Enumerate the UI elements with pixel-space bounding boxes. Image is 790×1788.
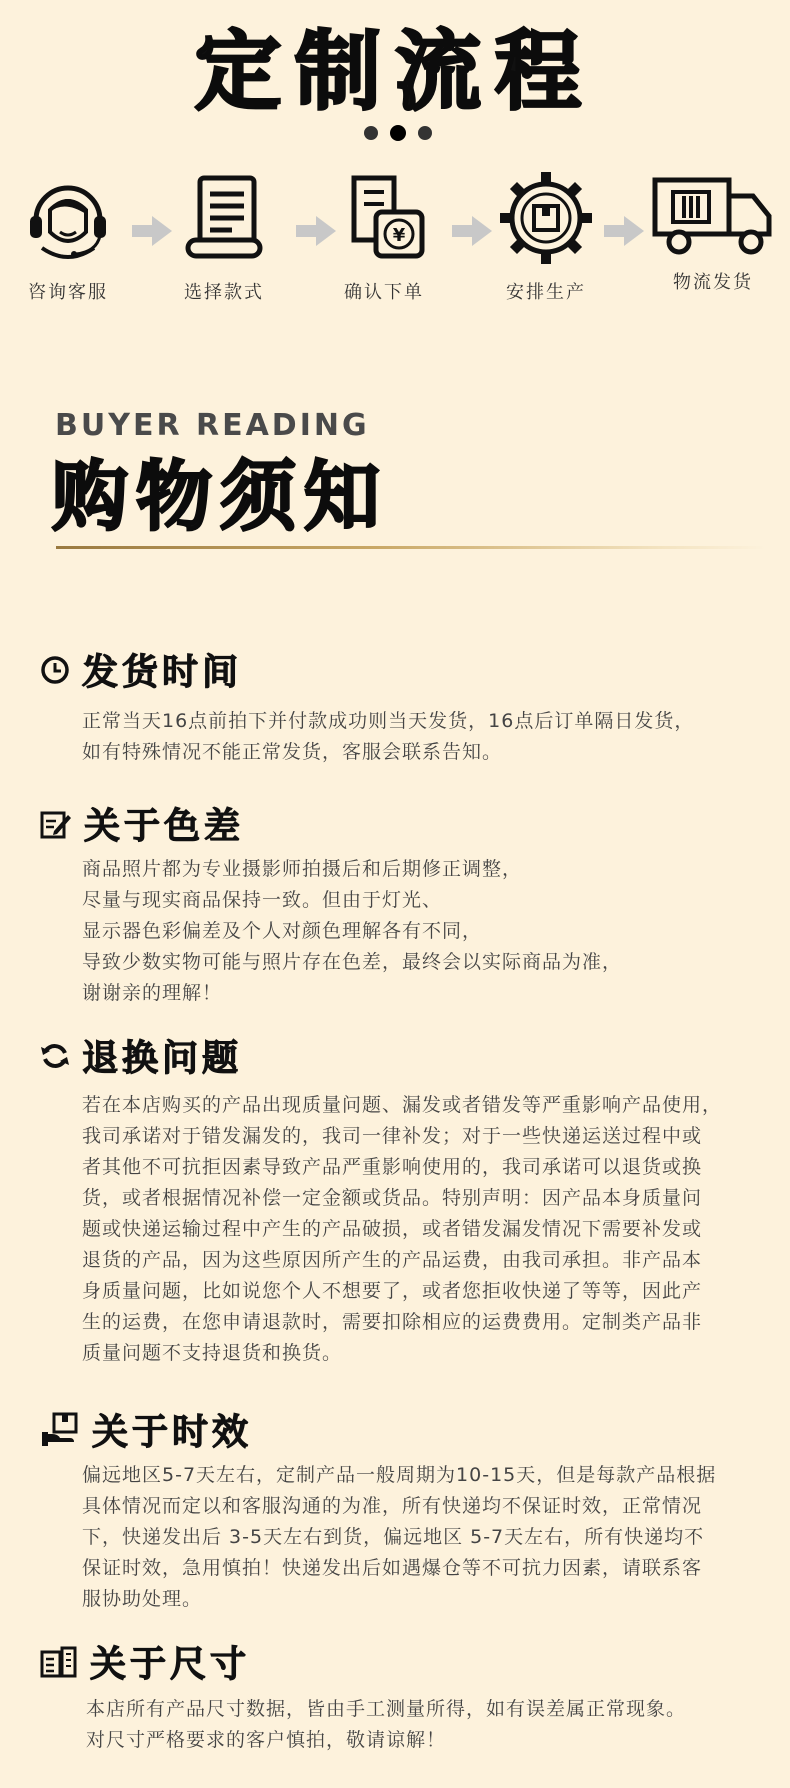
text-line: 退货的产品，因为这些原因所产生的产品运费，由我司承担。非产品本 <box>82 1249 703 1271</box>
pagination-dots <box>364 126 432 141</box>
text-line: 服协助处理。 <box>82 1588 203 1610</box>
delivery-hand-box-icon <box>40 1412 80 1448</box>
text-line: 我司承诺对于错发漏发的，我司一律补发；对于一些快递运送过程中或 <box>82 1125 703 1147</box>
step-label: 咨询客服 <box>28 282 108 303</box>
section-body <box>82 854 774 1009</box>
text-line: 身质量问题，比如说您个人不想要了，或者您拒收快递了等等，因此产 <box>82 1280 703 1302</box>
text-line: 生的运费，在您申请退款时，需要扣除相应的运费费用。定制类产品非 <box>82 1311 703 1333</box>
text-line: 若在本店购买的产品出现质量问题、漏发或者错发等严重影响产品使用， <box>82 1094 723 1116</box>
page-title: 定制流程 <box>195 22 595 122</box>
text-line: 正常当天16点前拍下并付款成功则当天发货，16点后订单隔日发货， <box>82 710 695 732</box>
section-title: 关于色差 <box>84 806 245 847</box>
step-consult <box>8 170 128 304</box>
delivery-truck-icon <box>651 170 775 266</box>
svg-text:¥: ¥ <box>392 225 406 246</box>
process-steps <box>0 170 790 310</box>
text-line: 显示器色彩偏差及个人对颜色理解各有不同， <box>82 920 483 942</box>
text-line: 偏远地区5-7天左右，定制产品一般周期为10-15天，但是每款产品根据 <box>82 1464 717 1486</box>
gear-box-icon <box>498 170 594 266</box>
step-label: 确认下单 <box>344 282 424 303</box>
section-title: 关于时效 <box>92 1412 253 1453</box>
text-line: 具体情况而定以和客服沟通的为准，所有快递均不保证时效，正常情况 <box>82 1495 703 1517</box>
text-line: 商品照片都为专业摄影师拍摄后和后期修正调整， <box>82 858 523 880</box>
section-body <box>82 706 774 768</box>
section-header <box>40 644 242 695</box>
section-header <box>40 1404 252 1455</box>
section-header <box>40 1636 250 1687</box>
text-line: 质量问题不支持退货和换货。 <box>82 1342 343 1364</box>
order-yen-document-icon <box>336 170 432 266</box>
section-title: 关于尺寸 <box>90 1644 251 1685</box>
text-line: 尽量与现实商品保持一致。但由于灯光、 <box>82 889 443 911</box>
refresh-cycle-icon <box>40 1041 70 1071</box>
text-line: 者其他不可抗拒因素导致产品严重影响使用的，我司承诺可以退货或换 <box>82 1156 703 1178</box>
text-line: 下，快递发出后 3-5天左右到货，偏远地区 5-7天左右，所有快递均不 <box>82 1526 705 1548</box>
step-label: 物流发货 <box>673 272 753 293</box>
text-line: 货，或者根据情况补偿一定金额或货品。特别声明：因产品本身质量问 <box>82 1187 703 1209</box>
section-header <box>40 798 244 849</box>
text-line: 本店所有产品尺寸数据，皆由手工测量所得，如有误差属正常现象。 <box>86 1698 687 1720</box>
step-label: 选择款式 <box>184 282 264 303</box>
section-header <box>40 1030 242 1081</box>
step-label: 安排生产 <box>506 282 586 303</box>
step-arrange-production <box>486 170 606 304</box>
section-body <box>82 1090 774 1369</box>
text-line: 题或快递运输过程中产生的产品破损，或者错发漏发情况下需要补发或 <box>82 1218 703 1240</box>
clock-icon <box>40 655 70 685</box>
text-line: 导致少数实物可能与照片存在色差，最终会以实际商品为准， <box>82 951 623 973</box>
text-line: 对尺寸严格要求的客户慎拍，敬请谅解！ <box>86 1729 447 1751</box>
edit-document-icon <box>40 809 72 839</box>
customer-service-headset-icon <box>20 170 116 266</box>
document-scroll-icon <box>176 170 272 266</box>
section-subtitle-en: BUYER READING <box>55 408 370 443</box>
text-line: 保证时效，急用慎拍！快递发出后如遇爆仓等不可抗力因素，请联系客 <box>82 1557 703 1579</box>
step-select-style <box>164 170 284 304</box>
section-body <box>82 1460 774 1615</box>
section-body <box>86 1694 778 1756</box>
ruler-document-icon <box>40 1646 78 1678</box>
section-title-cn: 购物须知 <box>52 452 388 541</box>
arrow-right-icon <box>604 216 644 246</box>
section-title: 退换问题 <box>82 1038 243 1079</box>
section-title: 发货时间 <box>82 652 243 693</box>
step-shipping <box>648 170 778 294</box>
gold-divider <box>56 546 766 549</box>
step-confirm-order <box>324 170 444 304</box>
text-line: 谢谢亲的理解！ <box>82 982 223 1004</box>
text-line: 如有特殊情况不能正常发货，客服会联系告知。 <box>82 741 503 763</box>
